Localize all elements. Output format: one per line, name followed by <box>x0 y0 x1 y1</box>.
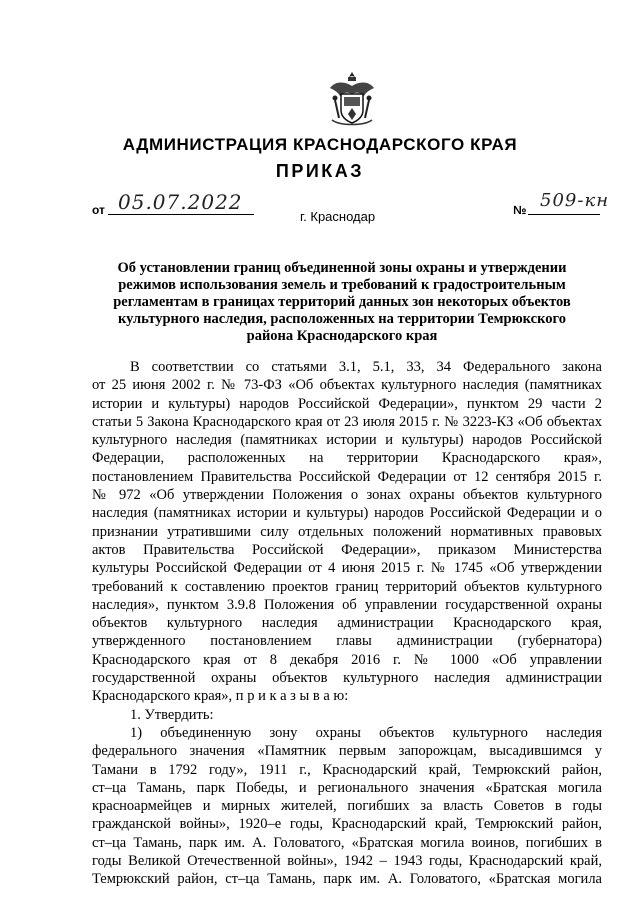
city-name: г. Краснодар <box>300 209 376 224</box>
body-line: № 972 «Об утверждении Положения о зонах охраны объектов культурного <box>92 487 602 504</box>
title-line: культурного наследия, расположенных на территории Темрюкского <box>117 311 567 327</box>
body-line: наследия (памятниках истории и культуры) народов Российской Федерации и о <box>92 505 602 522</box>
body-line: 1) объединенную зону охраны объектов культурного наследия <box>130 724 602 741</box>
title-line: Об установлении границ объединенной зоны охраны и утверждении <box>117 260 567 276</box>
date-label: от <box>92 203 105 217</box>
body-line: объектов культурного наследия администрации Краснодарского края, <box>92 615 602 632</box>
handwritten-date: 05.07.2022 <box>118 190 243 214</box>
body-line: признании утратившими силу отдельных положений нормативных правовых <box>92 523 602 540</box>
body-line: ст–ца Тамань, парк им. А. Головатого, «Братская могила воинов, погибших в <box>92 834 602 851</box>
organization-name: АДМИНИСТРАЦИЯ КРАСНОДАРСКОГО КРАЯ <box>122 135 518 154</box>
body-line: Тамани в 1792 году», 1911 г., Краснодарский край, Темрюкский район, <box>92 761 602 778</box>
body-line: истории и культуры) народов Российской Федерации», пунктом 29 части 2 <box>92 395 602 412</box>
date-underline <box>108 214 254 215</box>
body-line: от 25 июня 2002 г. № 73-ФЗ «Об объектах культурного наследия (памятниках <box>92 377 602 394</box>
body-line: федерального значения «Памятник первым запорожцам, высадившимся у <box>92 743 602 760</box>
body-line: Краснодарского края от 8 декабря 2016 г. № 1000 «Об управлении <box>92 651 602 668</box>
body-line: статьи 5 Закона Краснодарского края от 23 июля 2015 г. № 3223-КЗ «Об объектах <box>92 413 602 430</box>
body-line: ст–ца Тамань, парк Победы, и регионального значения «Братская могила <box>92 779 602 796</box>
title-line: района Краснодарского края <box>246 328 438 344</box>
body-line: красноармейцев и мирных жителей, погибших за власть Советов в годы <box>92 798 602 815</box>
body-line: актов Правительства Российской Федерации», приказом Министерства <box>92 541 602 558</box>
body-line: 1. Утвердить: <box>130 706 214 723</box>
body-line: утвержденного постановлением главы администрации (губернатора) <box>92 633 602 650</box>
body-line: культуры Российской Федерации от 4 июня 2015 г. № 1745 «Об утверждении <box>92 560 602 577</box>
document-body <box>92 358 602 889</box>
body-line: государственной охраны объектов культурного наследия администрации <box>92 670 602 687</box>
body-line: культурного наследия (памятниках истории и культуры) народов Российской <box>92 432 602 449</box>
handwritten-number: 509-кн <box>540 190 610 211</box>
body-line: требований к составлению проектов границ территорий объектов культурного <box>92 578 602 595</box>
body-line: В соответствии со статьями 3.1, 5.1, 33, 34 Федерального закона <box>130 359 602 375</box>
body-line: гражданской войны», 1920–е годы, Краснодарский край, Темрюкский район, <box>92 816 602 833</box>
body-line: наследия», пунктом 3.9.8 Положения об управлении государственной охраны <box>92 596 602 613</box>
coat-of-arms-icon <box>326 70 378 126</box>
body-line: Федерации, расположенных на территории Краснодарского края», <box>92 450 602 467</box>
body-line: Темрюкский район, ст–ца Тамань, парк им. А. Головатого, «Братская могила <box>92 871 602 888</box>
body-line: годы Великой Отечественной войны», 1942 – 1943 годы, Краснодарский край, <box>92 853 602 870</box>
title-line: режимов использования земель и требований к градостроительным <box>118 277 566 293</box>
number-underline <box>528 214 600 215</box>
body-line: Краснодарского края», п р и к а з ы в а ю: <box>92 688 349 705</box>
title-line: регламентам в границах территорий данных зон некоторых объектов <box>113 294 571 310</box>
document-title <box>92 260 592 345</box>
number-label: № <box>513 203 527 217</box>
body-line: постановлением Правительства Российской Федерации от 12 сентября 2015 г. <box>92 468 602 485</box>
document-type: ПРИКАЗ <box>275 161 365 181</box>
